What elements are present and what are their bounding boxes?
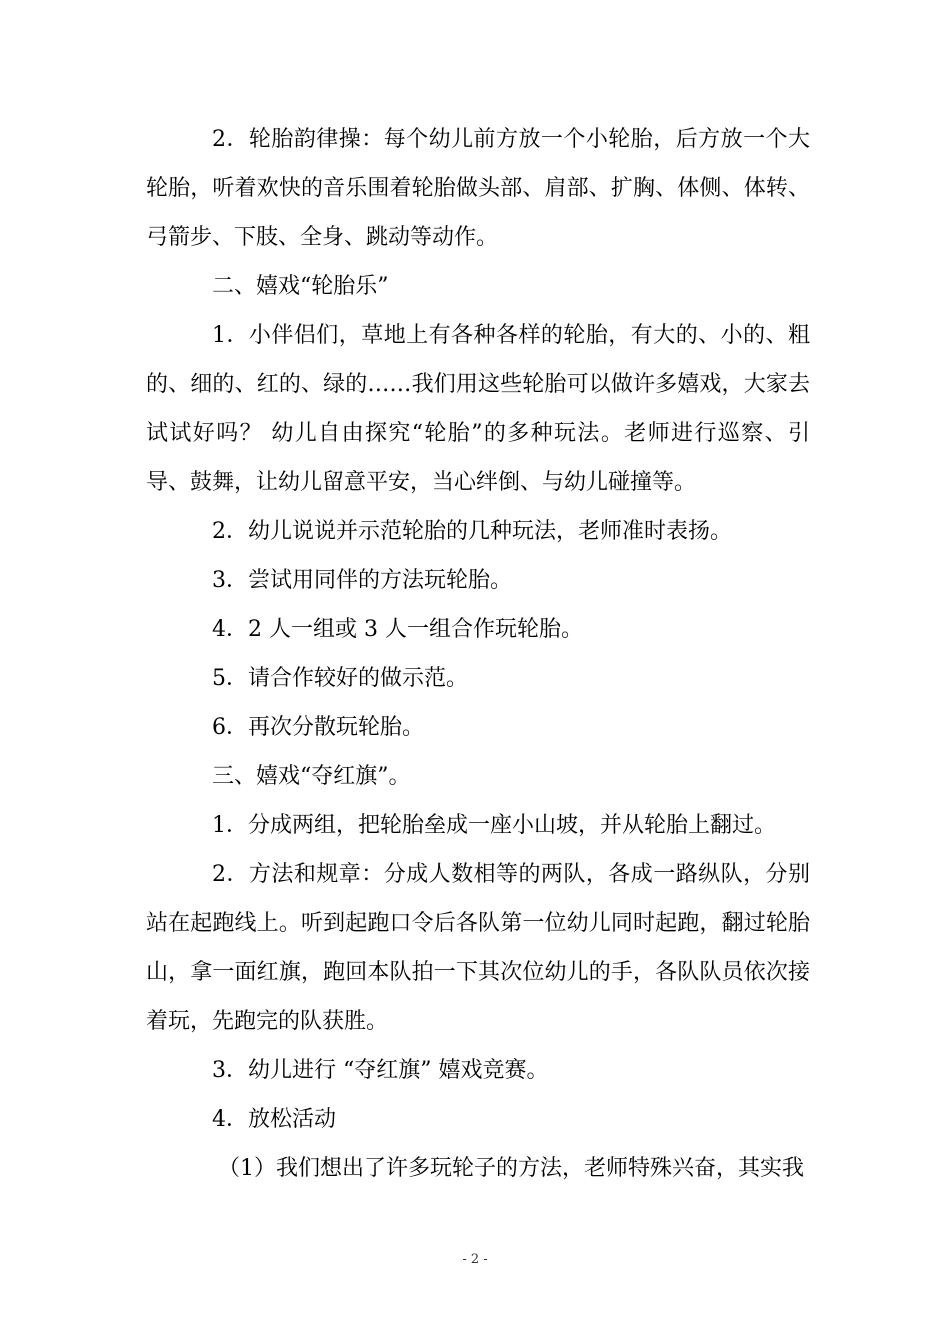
paragraph-two-groups: 1．分成两组，把轮胎垒成一座小山坡，并从轮胎上翻过。 xyxy=(212,813,776,838)
paragraph-demonstration: 5．请合作较好的做示范。 xyxy=(212,666,468,691)
paragraph-relaxation-1: （1）我们想出了许多玩轮子的方法，老师特殊兴奋，其实我 xyxy=(218,1156,804,1181)
paragraph-try-peer-methods: 3．尝试用同伴的方法玩轮胎。 xyxy=(212,568,512,593)
paragraph-competition: 3．幼儿进行 “夺红旗” 嬉戏竞赛。 xyxy=(212,1058,549,1083)
section-heading-tire-fun: 二、嬉戏“轮胎乐” xyxy=(212,274,389,299)
section-heading-capture-flag: 三、嬉戏“夺红旗”。 xyxy=(212,764,411,789)
paragraph-free-exploration: 1．小伴侣们，草地上有各种各样的轮胎，有大的、小的、粗的、细的、红的、绿的……我们用这些轮胎可以做许多嬉戏，大家去试试好吗？ 幼儿自由探究“轮胎”的多种玩法。老师进行巡察、引导、鼓舞，让幼儿留意平安，当心绊倒、与幼儿碰撞等。 xyxy=(146,323,810,495)
paragraph-tire-rhythm-exercise: 2．轮胎韵律操：每个幼儿前方放一个小轮胎，后方放一个大轮胎，听着欢快的音乐围着轮胎做头部、肩部、扩胸、体侧、体转、弓箭步、下肢、全身、跳动等动作。 xyxy=(146,127,810,250)
paragraph-group-cooperation: 4．2 人一组或 3 人一组合作玩轮胎。 xyxy=(212,617,583,642)
paragraph-scatter-play: 6．再次分散玩轮胎。 xyxy=(212,715,424,740)
paragraph-methods-rules: 2．方法和规章：分成人数相等的两队，各成一路纵队，分别站在起跑线上。听到起跑口令后各队第一位幼儿同时起跑，翻过轮胎山，拿一面红旗，跑回本队拍一下其次位幼儿的手，各队队员依次接着玩，先跑完的队获胜。 xyxy=(146,862,810,1034)
page-number: - 2 - xyxy=(462,1252,488,1267)
paragraph-relaxation-heading: 4．放松活动 xyxy=(212,1107,336,1132)
paragraph-demonstrate-methods: 2．幼儿说说并示范轮胎的几种玩法，老师准时表扬。 xyxy=(212,519,732,544)
document-body xyxy=(146,115,810,1193)
